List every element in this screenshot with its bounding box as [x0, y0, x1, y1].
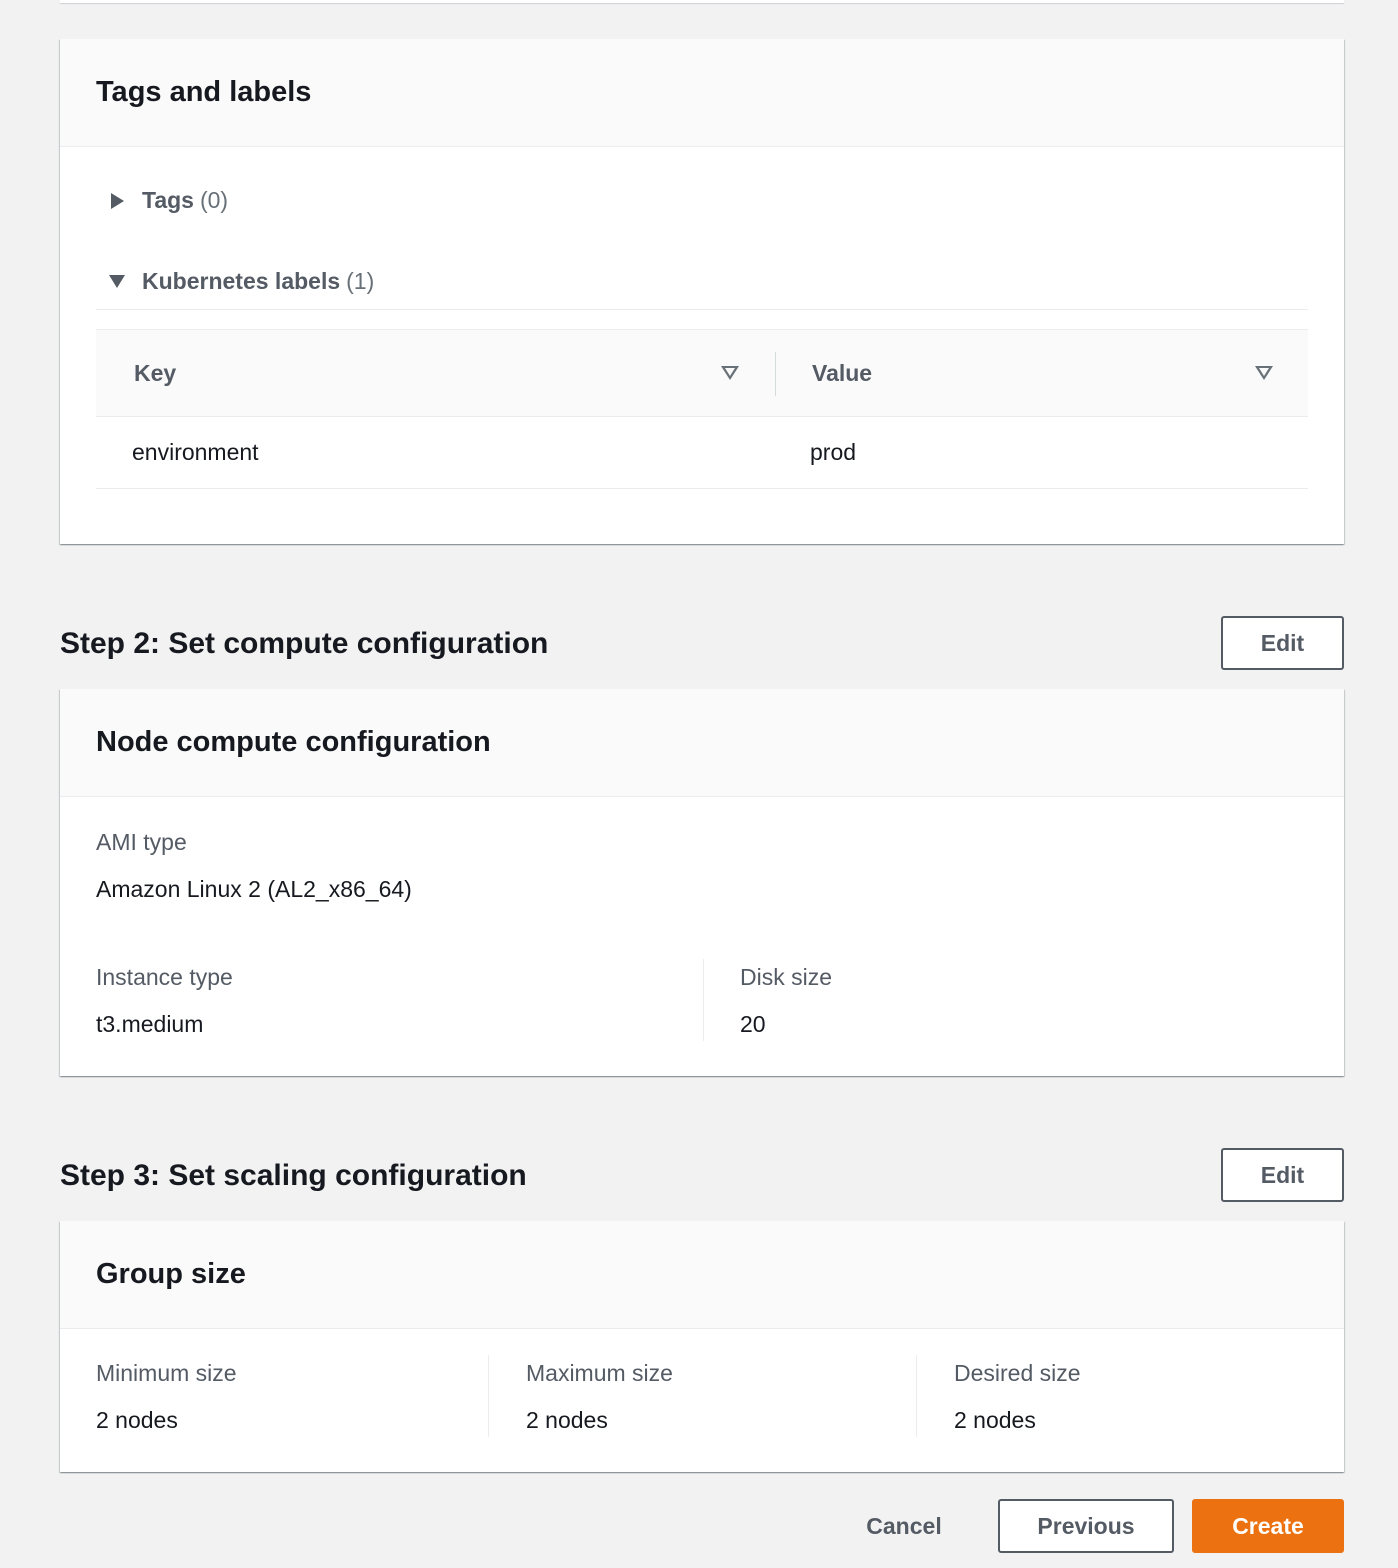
table-row: [96, 417, 1308, 489]
column-divider: [488, 1355, 489, 1437]
label-value: prod: [810, 439, 857, 465]
step-3-edit-button[interactable]: Edit: [1221, 1148, 1344, 1202]
step-2-title: Step 2: Set compute configuration: [60, 627, 549, 660]
ami-type-value: Amazon Linux 2 (AL2_x86_64): [96, 876, 412, 902]
group-size-panel: [60, 1221, 1344, 1472]
kubernetes-labels-table: [96, 329, 1308, 489]
previous-button[interactable]: Previous: [998, 1499, 1174, 1553]
column-header-key-label: Key: [134, 359, 177, 386]
caret-right-icon: [108, 193, 126, 209]
kubernetes-labels-count: (1): [346, 268, 375, 294]
instance-type-label: Instance type: [96, 964, 233, 990]
sort-down-icon[interactable]: [721, 366, 739, 380]
kubernetes-labels-expander-label: Kubernetes labels: [142, 268, 341, 294]
desired-size-field: [954, 1360, 1081, 1434]
compute-panel-title: Node compute configuration: [96, 726, 491, 758]
instance-type-value: t3.medium: [96, 1011, 204, 1037]
desired-size-value: 2 nodes: [954, 1407, 1036, 1433]
column-divider: [916, 1355, 917, 1437]
expander-divider: [96, 309, 1308, 310]
kubernetes-labels-expander[interactable]: [108, 268, 374, 295]
column-header-value-label: Value: [812, 359, 873, 386]
step-2-edit-button[interactable]: Edit: [1221, 616, 1344, 670]
tags-count: (0): [199, 187, 229, 213]
sort-down-icon[interactable]: [1255, 366, 1273, 380]
ami-type-field: [96, 829, 412, 903]
desired-size-label: Desired size: [954, 1360, 1081, 1386]
minimum-size-field: [96, 1360, 237, 1434]
previous-panel-edge: [60, 0, 1344, 3]
column-header-value[interactable]: [776, 330, 1308, 416]
tags-panel-title: Tags and labels: [96, 76, 312, 108]
cancel-button[interactable]: Cancel: [844, 1499, 964, 1553]
caret-down-icon: [108, 275, 126, 288]
compute-panel-header: [60, 689, 1344, 797]
disk-size-field: [740, 964, 832, 1038]
disk-size-value: 20: [740, 1011, 766, 1037]
maximum-size-label: Maximum size: [526, 1360, 673, 1386]
tags-and-labels-panel: [60, 39, 1344, 544]
step-3-title: Step 3: Set scaling configuration: [60, 1159, 527, 1192]
ami-type-label: AMI type: [96, 829, 187, 855]
node-compute-configuration-panel: [60, 689, 1344, 1076]
tags-expander-label: Tags: [142, 187, 194, 213]
column-header-key[interactable]: [96, 330, 776, 416]
table-header-row: [96, 329, 1308, 417]
create-button[interactable]: Create: [1192, 1499, 1344, 1553]
group-size-panel-title: Group size: [96, 1258, 246, 1290]
group-size-panel-header: [60, 1221, 1344, 1329]
disk-size-label: Disk size: [740, 964, 833, 990]
label-key: environment: [132, 439, 259, 465]
minimum-size-value: 2 nodes: [96, 1407, 178, 1433]
minimum-size-label: Minimum size: [96, 1360, 237, 1386]
tags-panel-header: [60, 39, 1344, 147]
tags-expander[interactable]: [108, 187, 228, 214]
instance-type-field: [96, 964, 233, 1038]
table-cell-key: [96, 417, 776, 488]
maximum-size-value: 2 nodes: [526, 1407, 608, 1433]
column-divider: [703, 959, 704, 1041]
maximum-size-field: [526, 1360, 673, 1434]
table-cell-value: [776, 417, 1308, 488]
